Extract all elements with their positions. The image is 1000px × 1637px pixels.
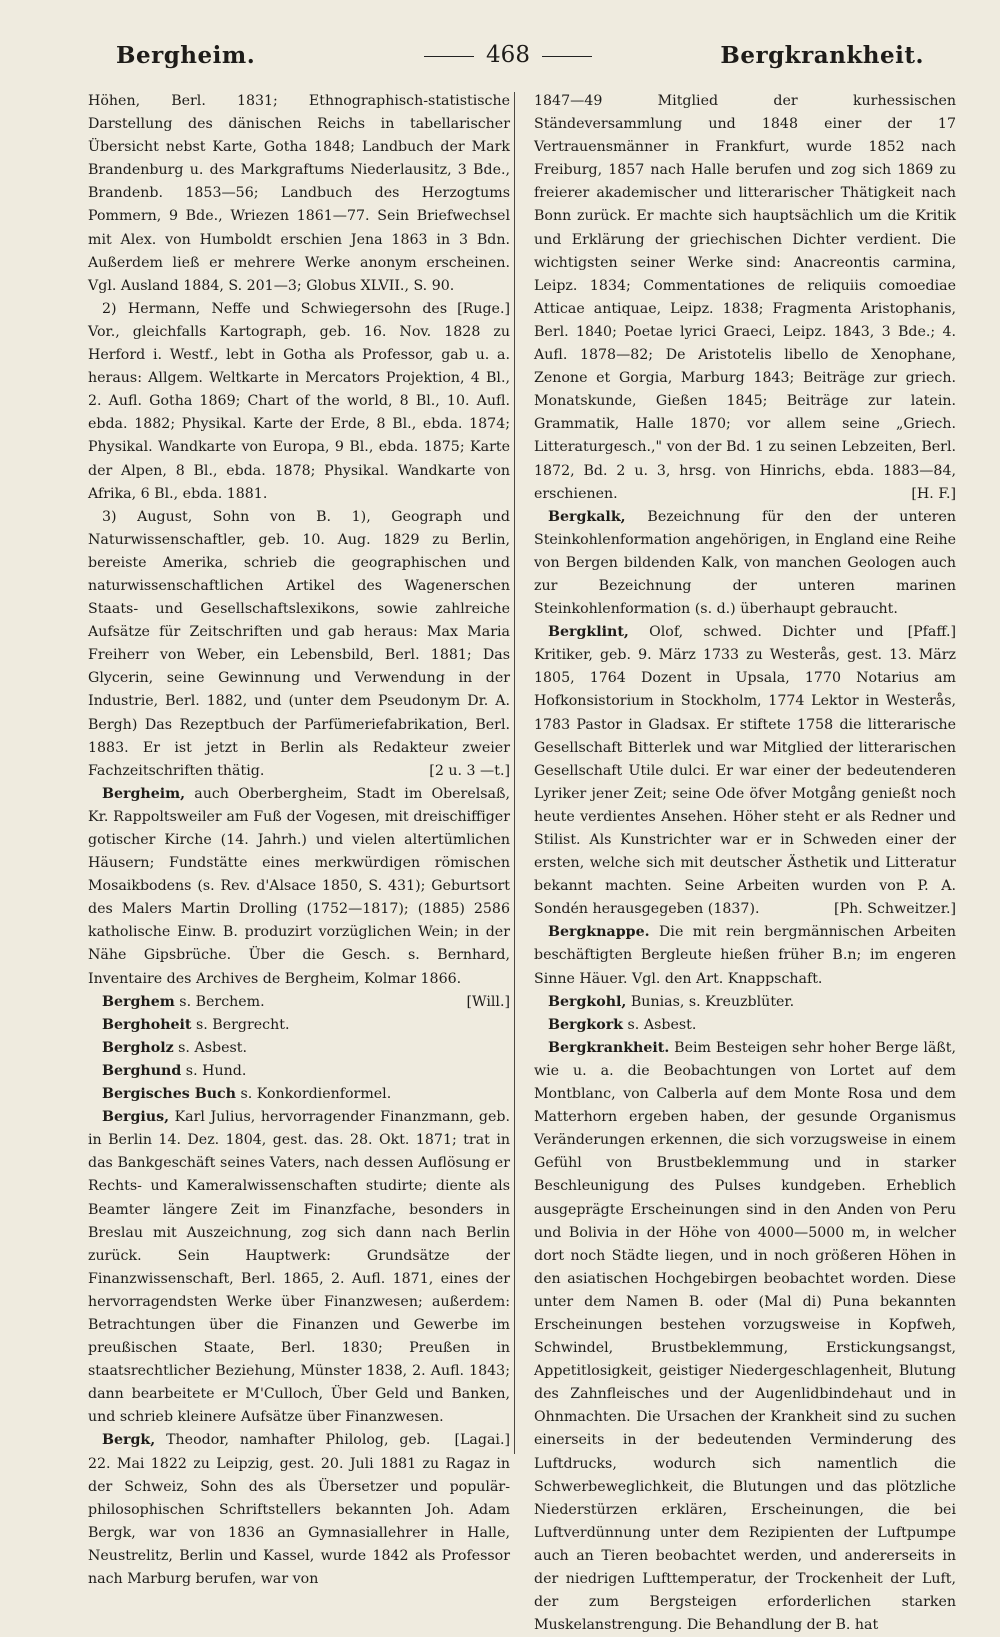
dictionary-entry (534, 90, 956, 506)
dictionary-entry (534, 921, 956, 990)
dictionary-entry (534, 1037, 956, 1637)
entry-text: s. Asbest. (627, 1016, 697, 1033)
author-signature: [Ph. Schweitzer.] (834, 901, 956, 918)
entry-text: Olof, schwed. Dichter und Kritiker, geb. 9. März 1733 zu Westerås, gest. 13. März 1805, 1764 Dozent in Upsala, 1770 Notarius am Hofkonsistorium in Stockholm, 1774 Lektor in Westerås, 1783 Pastor in Gladsax. Er stiftete 1758 die litterarische Gesellschaft Bitterlek und war Mitglied der litterarischen Gesellschaft Utile dulci. Er war einer der bedeutenderen Lyriker jener Zeit; seine Ode öfver Motgång genießt noch heute verdientes Ansehen. Höher steht er als Redner und Stilist. Als Kunstrichter war er in Schweden einer der ersten, welche sich mit deutscher Ästhetik und Litteratur bekannt machten. Seine Arbeiten wurden von P. A. Sondén herausgegeben (1837). (534, 624, 956, 918)
right-column (534, 90, 956, 1637)
entry-text: 2) Hermann, Neffe und Schwiegersohn des Vor., gleichfalls Kartograph, geb. 16. Nov. 1828 zu Herford i. Westf., lebt in Gotha als Professor, gab u. a. heraus: Allgem. Weltkarte in Mercators Projektion, 4 Bl., 2. Aufl. Gotha 1869; Chart of the world, 8 Bl., 10. Aufl. ebda. 1882; Physikal. Karte der Erde, 8 Bl., ebda. 1874; Physikal. Wandkarte von Europa, 9 Bl., ebda. 1875; Karte der Alpen, 8 Bl., ebda. 1878; Physikal. Wandkarte von Afrika, 6 Bl., ebda. 1881. (88, 300, 510, 502)
entry-text: Bunias, s. Kreuzblüter. (630, 993, 795, 1010)
entry-text: Höhen, Berl. 1831; Ethnographisch-statistische Darstellung des dänischen Reichs in tabellarischer Übersicht nebst Karte, Gotha 1848; Landbuch der Mark Brandenburg u. des Markgraftums Niederlausitz, 3 Bde., Brandenb. 1853—56; Landbuch des Herzogtums Pommern, 9 Bde., Wriezen 1861—77. Sein Briefwechsel mit Alex. von Humboldt erschien Jena 1863 in 3 Bdn. Außerdem ließ er mehrere Werke anonym erscheinen. Vgl. Ausland 1884, S. 201—3; Globus XLVII., S. 90. (88, 93, 510, 294)
dictionary-entry (88, 298, 510, 506)
author-signature: [Ruge.] (457, 300, 510, 317)
dictionary-entry (88, 1429, 510, 1591)
entry-text: auch Oberbergheim, Stadt im Oberelsaß, Kr. Rappoltsweiler am Fuß der Vogesen, mit dreischiffiger gotischer Kirche (14. Jahrh.) und vielen altertümlichen Häusern; Fundstätte eines merkwürdigen römischen Mosaikbodens (s. Rev. d'Alsace 1850, S. 431); Geburtsort des Malers Martin Drolling (1752—1817); (1885) 2586 katholische Einw. B. produzirt vorzüglichen Wein; in der Nähe Gipsbrüche. Über die Gesch. s. Bernhard, Inventaire des Archives de Bergheim, Kolmar 1866. (88, 785, 510, 987)
column-divider (514, 92, 515, 1454)
dictionary-entry (88, 506, 510, 783)
entry-text: 1847—49 Mitglied der kurhessischen Ständeversammlung und 1848 einer der 17 Vertrauensmänner in Frankfurt, wurde 1852 nach Freiburg, 1857 nach Halle berufen und zog sich 1869 zu freierer akademischer und litterarischer Thätigkeit nach Bonn zurück. Er machte sich hauptsächlich um die Kritik und Erklärung der griechischen Dichter verdient. Die wichtigsten seiner Werke sind: Anacreontis carmina, Leipz. 1834; Commentationes de reliquiis comoediae Atticae antiquae, Leipz. 1838; Fragmenta Aristophanis, Berl. 1840; Poetae lyrici Graeci, Leipz. 1843, 3 Bde.; 4. Aufl. 1878—82; De Aristotelis libello de Xenophane, Zenone et Gorgia, Marburg 1843; Beiträge zur griech. Monatskunde, Gießen 1845; Beiträge zur latein. Grammatik, Halle 1870; vor allem seine „Griech. Litteraturgesch.," von der Bd. 1 zu seinen Lebzeiten, Berl. 1872, Bd. 2 u. 3, hrsg. von Hinrichs, ebda. 1883—84, erschienen. (534, 93, 956, 502)
dictionary-entry (88, 90, 510, 317)
dictionary-entry (534, 1014, 956, 1037)
running-head-right: Bergkrankheit. (720, 42, 924, 69)
entry-text: s. Hund. (185, 1062, 247, 1079)
entry-headword: Bergkork (548, 1016, 624, 1033)
entry-headword: Bergheim, (102, 785, 186, 802)
author-signature: [2 u. 3 —t.] (429, 762, 510, 779)
author-signature: [Pfaff.] (907, 624, 956, 641)
entry-headword: Bergholz (102, 1039, 174, 1056)
running-head-left: Bergheim. (116, 42, 256, 69)
entry-text: 3) August, Sohn von B. 1), Geograph und Naturwissenschaftler, geb. 10. Aug. 1829 zu Berlin, bereiste Amerika, schrieb die geographischen und naturwissenschaftlichen Artikel des Wagenerschen Staats- und Gesellschaftslexikons, sowie zahlreiche Aufsätze für Zeitschriften und gab heraus: Max Maria Freiherr von Weber, ein Lebensbild, Berl. 1881; Das Glycerin, seine Gewinnung und Verwendung in der Industrie, Berl. 1882, und (unter dem Pseudonym Dr. A. Bergh) Das Rezeptbuch der Parfümeriefabrikation, Berl. 1883. Er ist jetzt in Berlin als Redakteur zweier Fachzeitschriften thätig. (88, 508, 510, 779)
entry-text: Beim Besteigen sehr hoher Berge läßt, wie u. a. die Beobachtungen von Lortet auf dem Montblanc, von Calberla auf dem Monte Rosa und dem Matterhorn ergeben haben, der gesunde Organismus Veränderungen erkennen, die sich vorzugsweise in einem Gefühl von Brustbeklemmung und in starker Beschleunigung des Pulses kundgeben. Erheblich ausgeprägte Erscheinungen sind in den Anden von Peru und Bolivia in der Höhe von 4000—5000 m, in welcher dort noch Städte liegen, und in noch größeren Höhen in den asiatischen Hochgebirgen beobachtet worden. Diese unter dem Namen B. oder (Mal di) Puna bekannten Erscheinungen bestehen vorzugsweise in Kopfweh, Schwindel, Brustbeklemmung, Erstickungsangst, Appetitlosigkeit, geistiger Niedergeschlagenheit, Blutung des Zahnfleisches und der Augenlidbindehaut und in Ohnmachten. Die Ursachen der Krankheit sind zu suchen einerseits in der bedeutenden Verminderung des Luftdrucks, wodurch sich namentlich die Schwerbeweglichkeit, die Blutungen und das plötzliche Niederstürzen erklären, Erscheinungen, die bei Luftverdünnung unter dem Rezipienten der Luftpumpe auch an Tieren beobachtet werden, und andererseits in der niedrigen Lufttemperatur, der Trockenheit der Luft, der zum Bergsteigen erforderlichen starken Muskelanstrengung. Die Behandlung der B. hat (534, 1039, 956, 1634)
dictionary-entry (88, 1037, 510, 1060)
page-header (88, 38, 928, 78)
entry-text: s. Asbest. (178, 1039, 247, 1056)
entry-headword: Berghoheit (102, 1016, 192, 1033)
entry-headword: Bergkohl, (548, 993, 627, 1010)
entry-headword: Bergkalk, (548, 508, 626, 525)
header-rule-left (424, 56, 474, 57)
entry-headword: Berghem (102, 993, 175, 1010)
dictionary-entry (88, 1014, 510, 1037)
dictionary-entry (534, 991, 956, 1014)
author-signature: [H. F.] (911, 485, 956, 502)
page-number: 468 (486, 42, 530, 68)
left-column (88, 90, 510, 1591)
entry-headword: Bergkrankheit. (548, 1039, 670, 1056)
dictionary-entry (88, 1060, 510, 1083)
entry-text: Theodor, namhafter Philolog, geb. 22. Mai 1822 zu Leipzig, gest. 20. Juli 1881 zu Ragaz in der Schweiz, Sohn des als Übersetzer und populär-philosophischen Schriftstellers bekannten Joh. Adam Bergk, war von 1836 an Gymnasiallehrer in Halle, Neustrelitz, Berlin und Kassel, wurde 1842 als Professor nach Marburg berufen, war von (88, 1432, 510, 1587)
entry-headword: Berghund (102, 1062, 182, 1079)
entry-text: s. Konkordienformel. (240, 1086, 392, 1103)
dictionary-entry (88, 991, 510, 1014)
entry-text: Die mit rein bergmännischen Arbeiten beschäftigten Bergleute hießen früher B.n; im engeren Sinne Häuer. Vgl. den Art. Knappschaft. (534, 924, 956, 987)
dictionary-entry (88, 1083, 510, 1106)
dictionary-entry (534, 621, 956, 921)
header-rule-right (542, 56, 592, 57)
entry-text: s. Bergrecht. (196, 1016, 290, 1033)
entry-headword: Bergklint, (548, 624, 629, 641)
entry-headword: Bergknappe. (548, 924, 650, 941)
author-signature: [Lagai.] (454, 1432, 510, 1449)
entry-text: Karl Julius, hervorragender Finanzmann, geb. in Berlin 14. Dez. 1804, gest. das. 28. Okt. 1871; trat in das Bankgeschäft seines Vaters, nach dessen Auflösung er Rechts- und Kameralwissenschaften studirte; diente als Beamter längere Zeit im Finanzfache, besonders in Breslau mit Auszeichnung, zog sich dann nach Berlin zurück. Sein Hauptwerk: Grundsätze der Finanzwissenschaft, Berl. 1865, 2. Aufl. 1871, eines der hervorragendsten Werke über Finanzwesen; außerdem: Betrachtungen über die Finanzen und Gewerbe im preußischen Staate, Berl. 1830; Preußen in staatsrechtlicher Beziehung, Münster 1838, 2. Aufl. 1843; dann bearbeitete er M'Culloch, Über Geld und Banken, und schrieb kleinere Aufsätze über Finanzwesen. (88, 1109, 510, 1426)
entry-headword: Bergius, (102, 1109, 170, 1126)
entry-headword: Bergk, (102, 1432, 156, 1449)
entry-text: Bezeichnung für den der unteren Steinkohlenformation angehörigen, in England eine Reihe von Bergen bildenden Kalk, von manchen Geologen auch zur Bezeichnung der unteren marinen Steinkohlenformation (s. d.) überhaupt gebraucht. (534, 508, 956, 618)
entry-headword: Bergisches Buch (102, 1086, 236, 1103)
author-signature: [Will.] (466, 993, 510, 1010)
entry-text: s. Berchem. (179, 993, 265, 1010)
